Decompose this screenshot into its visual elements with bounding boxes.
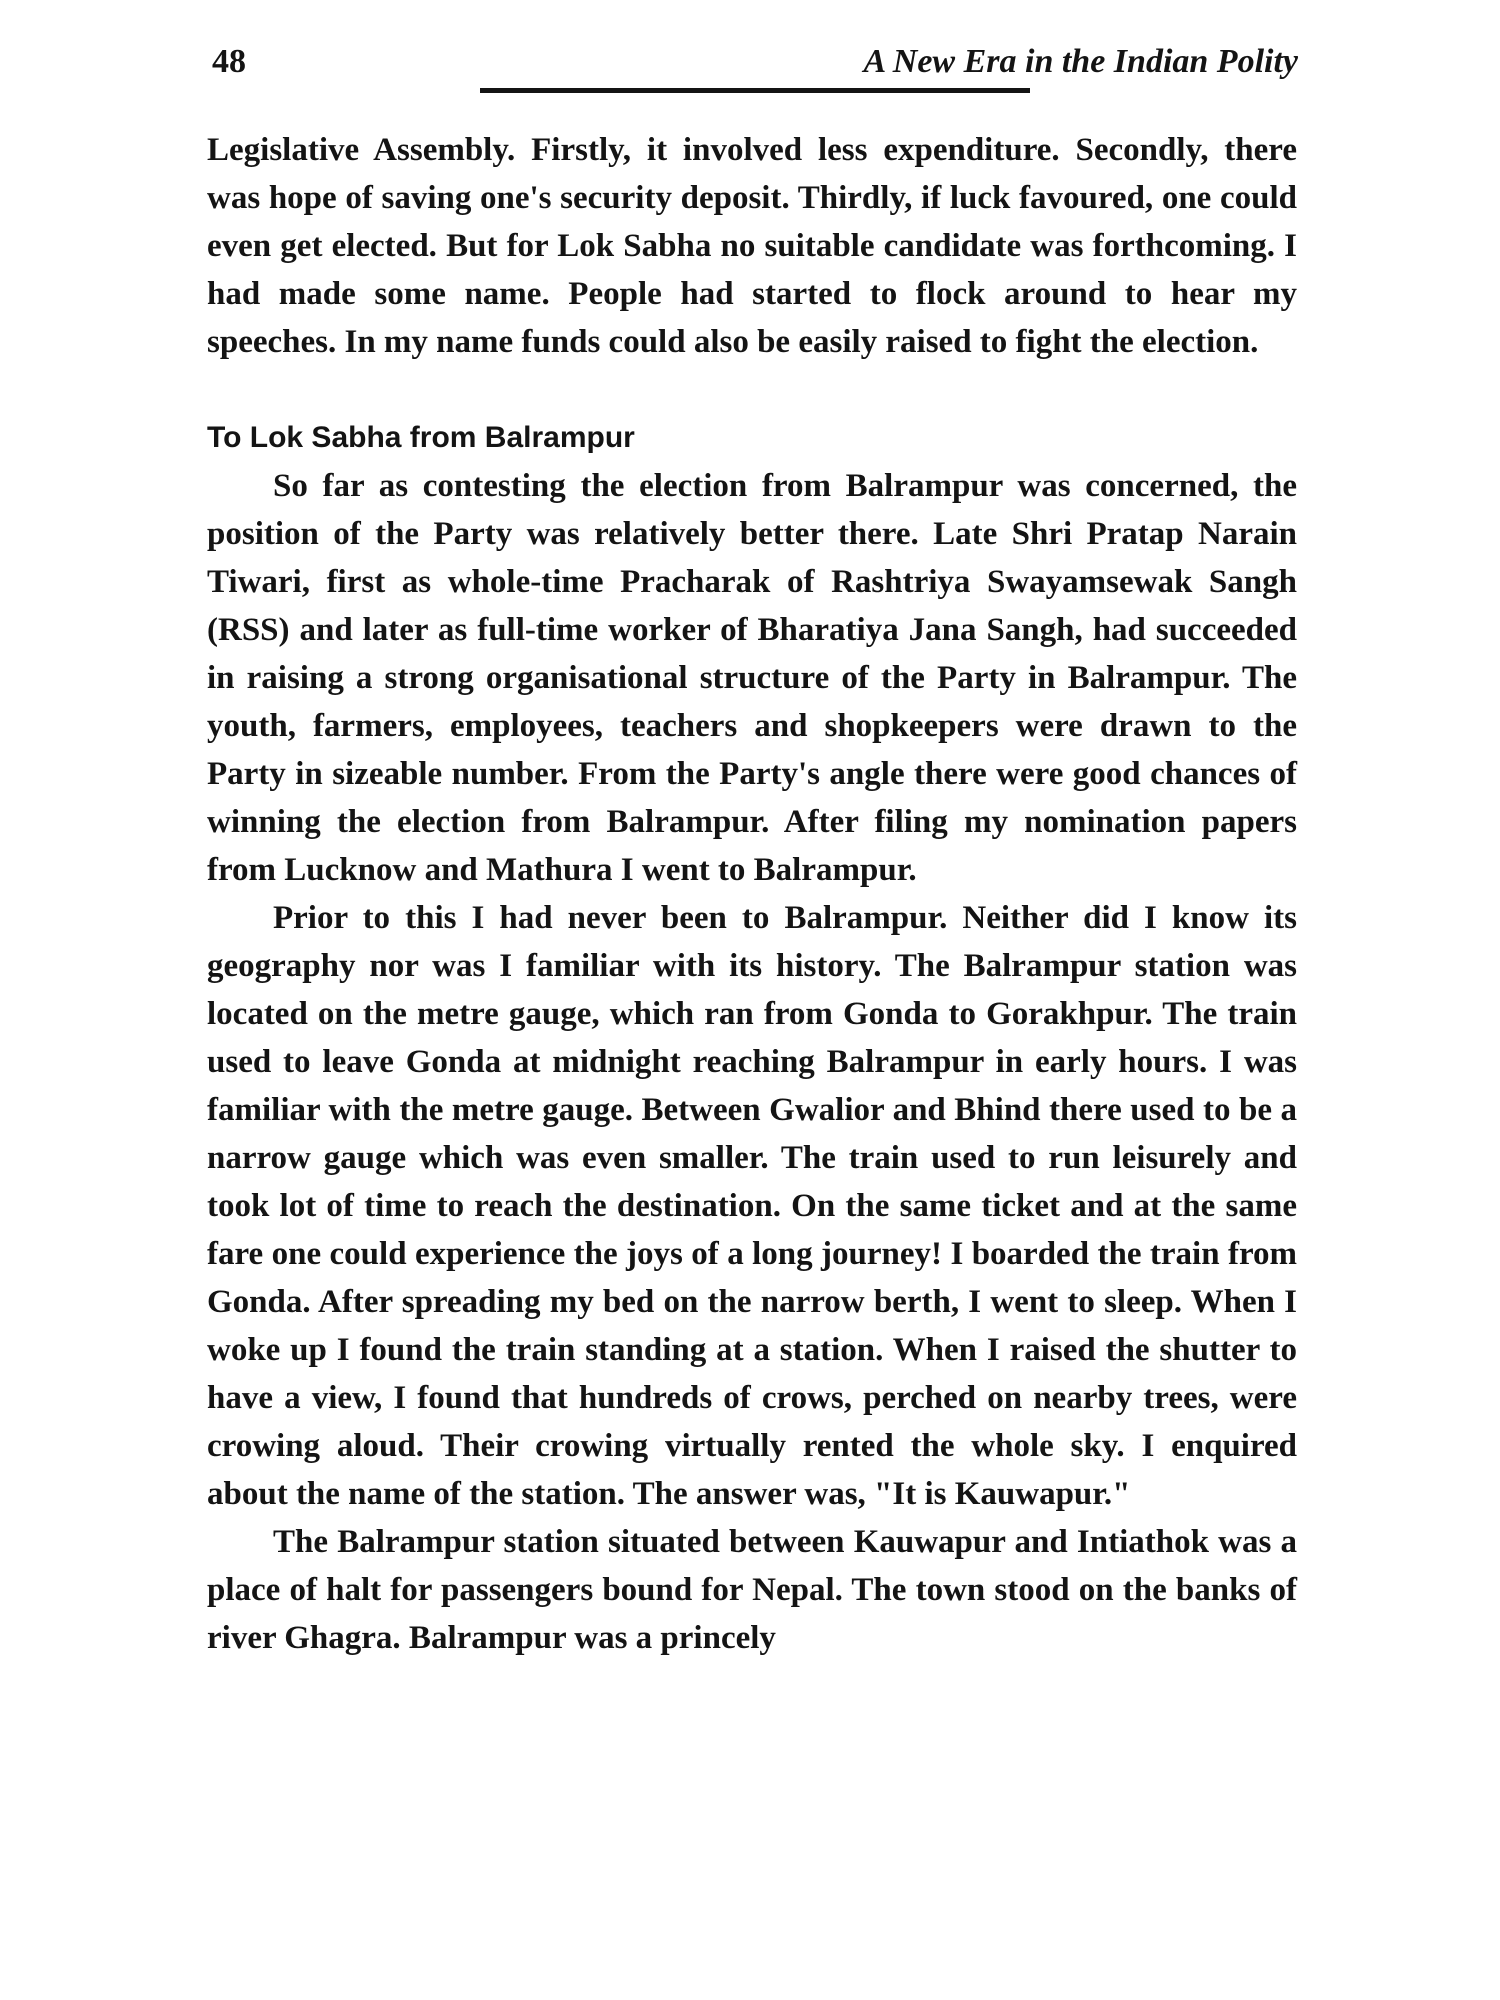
- paragraph: Legislative Assembly. Firstly, it involved less expenditure. Secondly, there was hope of saving one's security deposit. Thirdly, if luck favoured, one could even get elected. But for Lok Sabha no suitable candidate was forthcoming. I had made some name. People had started to flock around to hear my speeches. In my name funds could also be easily raised to fight the election.: [207, 132, 1297, 360]
- section-heading: To Lok Sabha from Balrampur: [207, 421, 635, 454]
- paragraph: Prior to this I had never been to Balrampur. Neither did I know its geography nor was I familiar with its history. The Balrampur station was located on the metre gauge, which ran from Gonda to Gorakhpur. The train used to leave Gonda at midnight reaching Balrampur in early hours. I was familiar with the metre gauge. Between Gwalior and Bhind there used to be a narrow gauge which was even smaller. The train used to run leisurely and took lot of time to reach the destination. On the same ticket and at the same fare one could experience the joys of a long journey! I boarded the train from Gonda. After spreading my bed on the narrow berth, I went to sleep. When I woke up I found the train standing at a station. When I raised the shutter to have a view, I found that hundreds of crows, perched on nearby trees, were crowing aloud. Their crowing virtually rented the whole sky. I enquired about the name of the station. The answer was, "It is Kauwapur.": [207, 900, 1297, 1512]
- paragraph: So far as contesting the election from Balrampur was concerned, the position of the Party was relatively better there. Late Shri Pratap Narain Tiwari, first as whole-time Pracharak of Rashtriya Swayamsewak Sangh (RSS) and later as full-time worker of Bharatiya Jana Sangh, had succeeded in raising a strong organisational structure of the Party in Balrampur. The youth, farmers, employees, teachers and shopkeepers were drawn to the Party in sizeable number. From the Party's angle there were good chances of winning the election from Balrampur. After filing my nomination papers from Lucknow and Mathura I went to Balrampur.: [207, 468, 1297, 888]
- running-title: A New Era in the Indian Polity: [863, 43, 1298, 80]
- page-number: 48: [212, 43, 246, 80]
- header-rule: [480, 88, 1030, 93]
- paragraph: The Balrampur station situated between Kauwapur and Intiathok was a place of halt for passengers bound for Nepal. The town stood on the banks of river Ghagra. Balrampur was a princely: [207, 1524, 1297, 1656]
- body-text: [207, 126, 1297, 1662]
